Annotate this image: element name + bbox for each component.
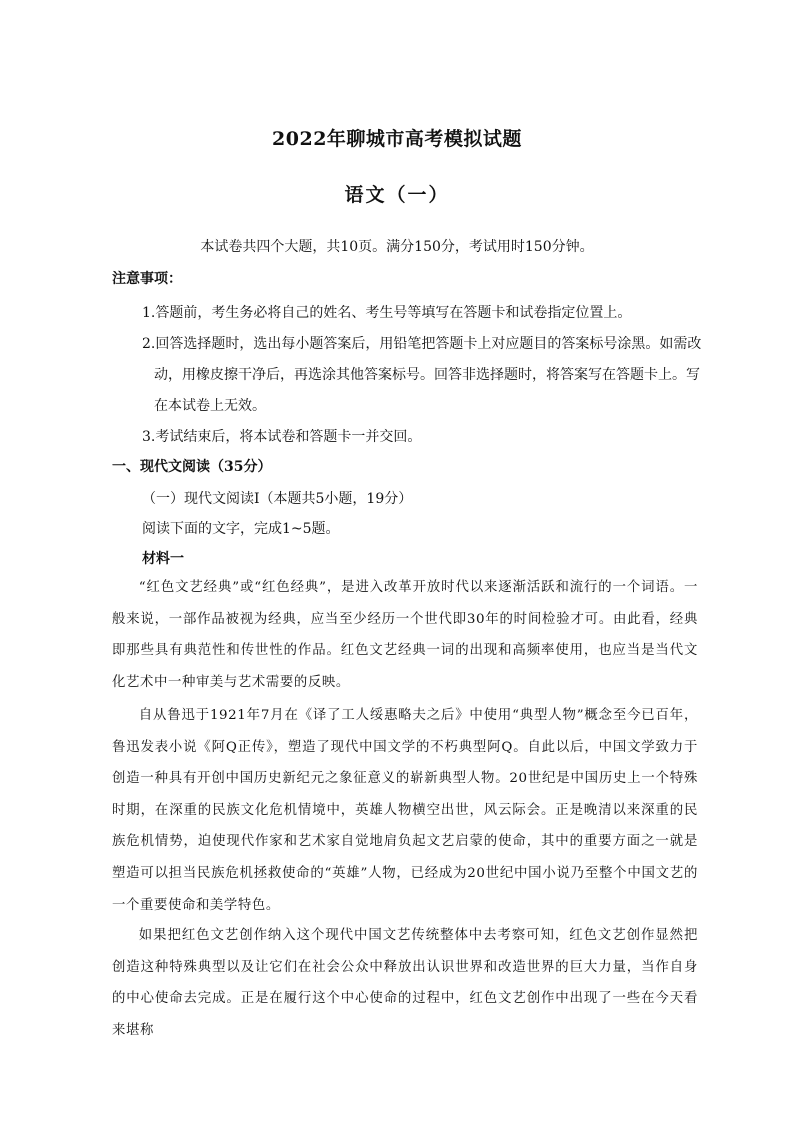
notice-list xyxy=(142,298,712,453)
material-label: 材料一 xyxy=(142,551,184,567)
exam-title: 2022年聊城市高考模拟试题 xyxy=(272,128,522,150)
material-paragraph: 如果把红色文艺创作纳入这个现代中国文艺传统整体中去考察可知，红色文艺创作显然把创造这种特殊典型以及让它们在社会公众中释放出认识世界和改造世界的巨大力量，当作自身的中心使命去完成。正是在履行这个中心使命的过程中，红色文艺创作中出现了一些在今天看来堪称 xyxy=(112,928,698,1038)
material-paragraph: “红色文艺经典”或“红色经典”，是进入改革开放时代以来逐渐活跃和流行的一个词语。一般来说，一部作品被视为经典，应当至少经历一个世代即30年的时间检验才可。由此看，经典即那些具有典范性和传世性的作品。红色文艺经典一词的出现和高频率使用，也应当是当代文化艺术中一种审美与艺术需要的反映。 xyxy=(112,580,698,690)
notice-item: 1.答题前，考生务必将自己的姓名、考生号等填写在答题卡和试卷指定位置上。 xyxy=(142,305,632,321)
exam-subtitle: 语文（一） xyxy=(344,184,450,206)
material-paragraph: 自从鲁迅于1921年7月在《译了工人绥惠略夫之后》中使用“典型人物”概念至今已百年，鲁迅发表小说《阿Q正传》，塑造了现代中国文学的不朽典型阿Q。自此以后，中国文学致力于创造一种具有开创中国历史新纪元之象征意义的崭新典型人物。20世纪是中国历史上一个特殊时期，在深重的民族文化危机情境中，英雄人物横空出世，风云际会。正是晚清以来深重的民族危机情势，迫使现代作家和艺术家自觉地肩负起文艺启蒙的使命，其中的重要方面之一就是塑造可以担当民族危机拯救使命的“英雄”人物，已经成为20世纪中国小说乃至整个中国文艺的一个重要使命和美学特色。 xyxy=(112,708,698,913)
section-subheading: （一）现代文阅读Ⅰ（本题共5小题，19分） xyxy=(142,491,413,507)
reading-instruction: 阅读下面的文字，完成1~5题。 xyxy=(142,521,340,537)
exam-intro: 本试卷共四个大题，共10页。满分150分，考试用时150分钟。 xyxy=(200,239,594,255)
notice-item: 3.考试结束后，将本试卷和答题卡一并交回。 xyxy=(142,429,422,445)
notice-heading: 注意事项： xyxy=(112,271,182,287)
notice-item: 2.回答选择题时，选出每小题答案后，用铅笔把答题卡上对应题目的答案标号涂黑。如需改动，用橡皮擦干净后，再选涂其他答案标号。回答非选择题时，将答案写在答题卡上。写在本试卷上无效。 xyxy=(142,336,702,414)
section-heading: 一、现代文阅读（35分） xyxy=(112,459,272,475)
